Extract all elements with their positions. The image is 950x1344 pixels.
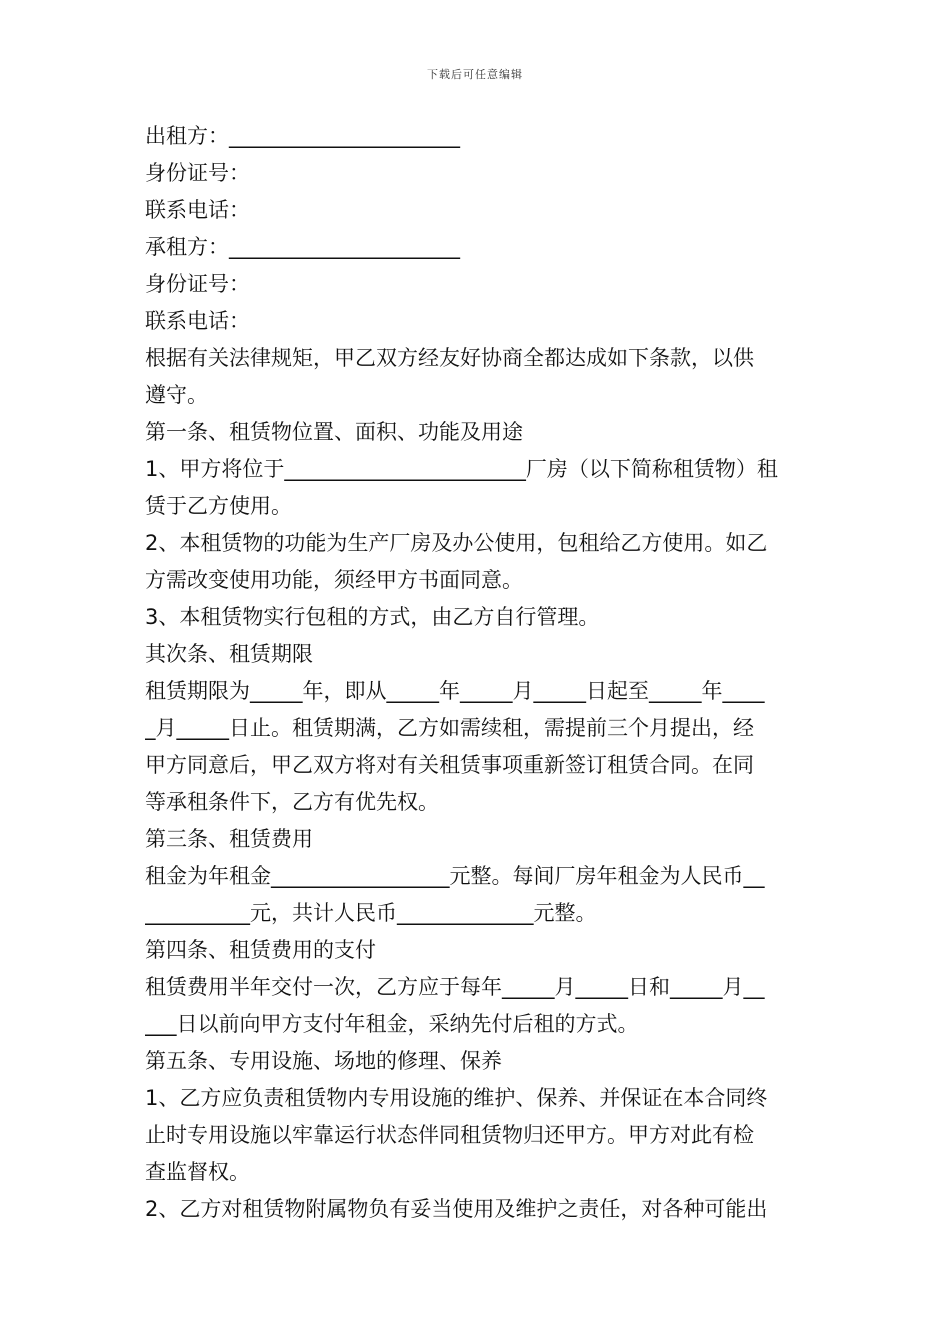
lessee-line: 承租方：______________________ [145, 235, 460, 259]
page-header: 下载后可任意编辑 [427, 68, 523, 81]
article-heading: 第一条、租赁物位置、面积、功能及用途 [145, 420, 523, 444]
clause-line: 甲方同意后，甲乙双方将对有关租赁事项重新签订租赁合同。在同 [145, 753, 754, 777]
clause-line: ___日以前向甲方支付年租金，采纳先付后租的方式。 [145, 1012, 639, 1036]
clause-line: 1、甲方将位于_______________________厂房（以下简称租赁物）租 [145, 457, 778, 481]
lessee-id-line: 身份证号： [145, 272, 250, 296]
preamble-line: 遵守。 [145, 383, 208, 407]
lessee-phone-line: 联系电话： [145, 309, 250, 333]
clause-line: _月_____日止。租赁期满，乙方如需续租，需提前三个月提出，经 [145, 716, 754, 740]
preamble-line: 根据有关法律规矩，甲乙双方经友好协商全都达成如下条款，以供 [145, 346, 754, 370]
lessor-id-line: 身份证号： [145, 161, 250, 185]
lessor-line: 出租方：______________________ [145, 124, 460, 148]
clause-line: 止时专用设施以牢靠运行状态伴同租赁物归还甲方。甲方对此有检 [145, 1123, 754, 1147]
clause-line: 赁于乙方使用。 [145, 494, 292, 518]
article-heading: 第四条、租赁费用的支付 [145, 938, 376, 962]
clause-line: 租赁期限为_____年，即从_____年_____月_____日起至_____年____ [145, 679, 765, 703]
contract-body [145, 118, 807, 1228]
clause-line: __________元，共计人民币_____________元整。 [145, 901, 597, 925]
clause-line: 等承租条件下，乙方有优先权。 [145, 790, 439, 814]
clause-line: 1、乙方应负责租赁物内专用设施的维护、保养、并保证在本合同终 [145, 1086, 768, 1110]
clause-line: 2、乙方对租赁物附属物负有妥当使用及维护之责任，对各种可能出 [145, 1197, 768, 1221]
article-heading: 第三条、租赁费用 [145, 827, 313, 851]
article-heading: 第五条、专用设施、场地的修理、保养 [145, 1049, 502, 1073]
clause-line: 方需改变使用功能，须经甲方书面同意。 [145, 568, 523, 592]
lessor-phone-line: 联系电话： [145, 198, 250, 222]
clause-line: 查监督权。 [145, 1160, 250, 1184]
clause-line: 2、本租赁物的功能为生产厂房及办公使用，包租给乙方使用。如乙 [145, 531, 768, 555]
clause-line: 3、本租赁物实行包租的方式，由乙方自行管理。 [145, 605, 600, 629]
clause-line: 租金为年租金_________________元整。每间厂房年租金为人民币__ [145, 864, 765, 888]
article-heading: 其次条、租赁期限 [145, 642, 313, 666]
clause-line: 租赁费用半年交付一次，乙方应于每年_____月_____日和_____月__ [145, 975, 765, 999]
